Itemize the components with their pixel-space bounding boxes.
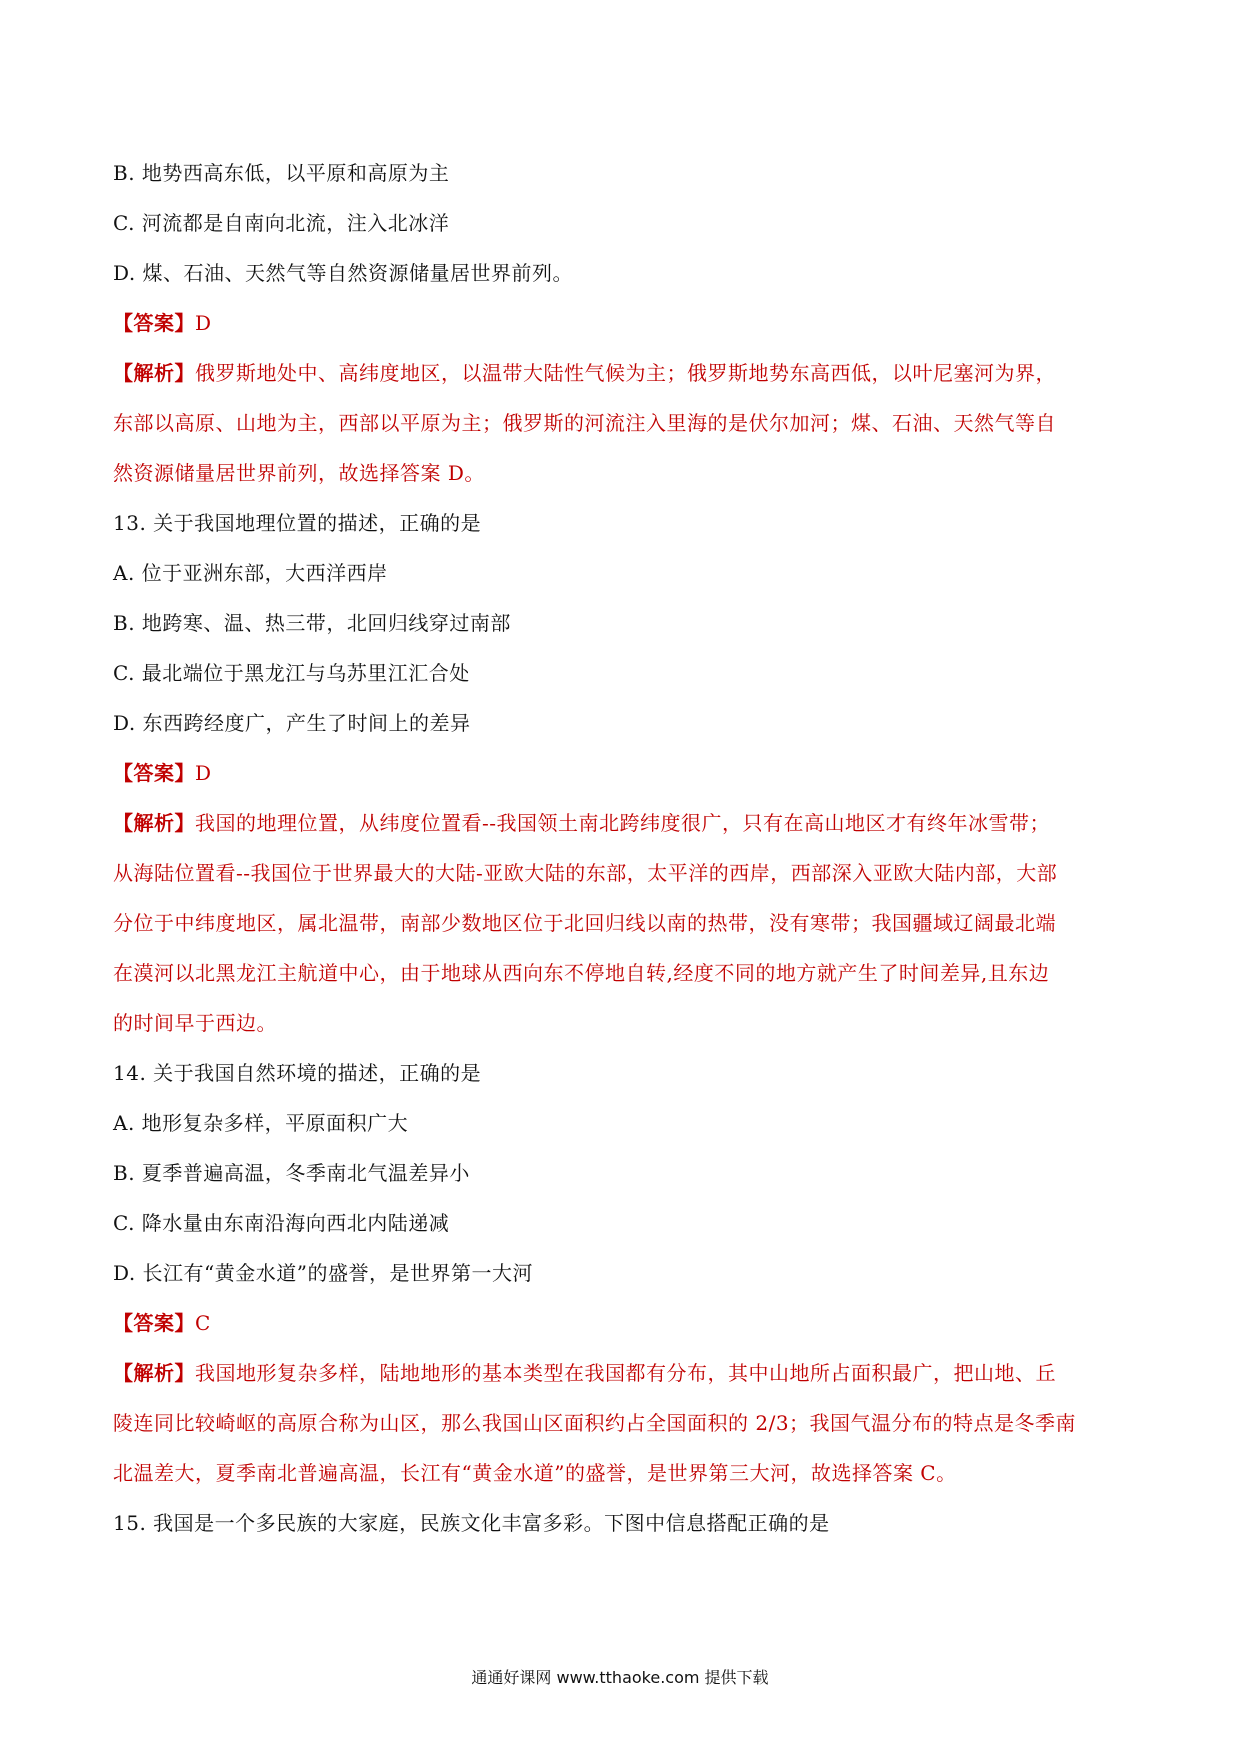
q12-option-c: C. 河流都是自南向北流，注入北冰洋 [113, 211, 450, 235]
q14-option-b: B. 夏季普遍高温，冬季南北气温差异小 [113, 1161, 470, 1185]
q13-analysis-line-5: 的时间早于西边。 [113, 1011, 277, 1035]
q12-option-b: B. 地势西高东低，以平原和高原为主 [113, 161, 450, 185]
q12-option-d: D. 煤、石油、天然气等自然资源储量居世界前列。 [113, 261, 574, 285]
answer-value: C [195, 1311, 211, 1335]
q12-analysis-line-3: 然资源储量居世界前列，故选择答案 D。 [113, 461, 485, 485]
answer-label: 【答案】 [113, 311, 195, 335]
q13-option-a: A. 位于亚洲东部，大西洋西岸 [113, 561, 388, 585]
q14-question: 14. 关于我国自然环境的描述，正确的是 [113, 1061, 482, 1085]
q14-option-a: A. 地形复杂多样，平原面积广大 [113, 1111, 409, 1135]
q13-option-b: B. 地跨寒、温、热三带，北回归线穿过南部 [113, 611, 511, 635]
q13-option-d: D. 东西跨经度广，产生了时间上的差异 [113, 711, 471, 735]
analysis-label: 【解析】 [113, 1361, 195, 1385]
q12-analysis-line-1 [113, 360, 1143, 386]
q13-analysis-line-1 [113, 810, 1143, 836]
q15-question: 15. 我国是一个多民族的大家庭，民族文化丰富多彩。下图中信息搭配正确的是 [113, 1511, 830, 1535]
q12-analysis-line-2: 东部以高原、山地为主，西部以平原为主；俄罗斯的河流注入里海的是伏尔加河；煤、石油、天然气等自 [113, 411, 1056, 435]
q12-answer [113, 310, 1143, 336]
q14-analysis-line-3: 北温差大，夏季南北普遍高温，长江有“黄金水道”的盛誉，是世界第三大河，故选择答案 C。 [113, 1461, 957, 1485]
q13-analysis-line-3: 分位于中纬度地区，属北温带，南部少数地区位于北回归线以南的热带，没有寒带；我国疆域辽阔最北端 [113, 911, 1056, 935]
analysis-label: 【解析】 [113, 811, 195, 835]
q14-option-d: D. 长江有“黄金水道”的盛誉，是世界第一大河 [113, 1261, 533, 1285]
answer-value: D [195, 761, 212, 785]
q13-analysis-line-2: 从海陆位置看--我国位于世界最大的大陆-亚欧大陆的东部，太平洋的西岸，西部深入亚欧大陆内部，大部 [113, 861, 1058, 885]
q14-answer [113, 1310, 1143, 1336]
q14-analysis-line-1 [113, 1360, 1143, 1386]
q14-analysis-line-2: 陵连同比较崎岖的高原合称为山区，那么我国山区面积约占全国面积的 2/3；我国气温分布的特点是冬季南 [113, 1411, 1077, 1435]
analysis-label: 【解析】 [113, 361, 195, 385]
q14-option-c: C. 降水量由东南沿海向西北内陆递减 [113, 1211, 450, 1235]
analysis-text: 我国的地理位置，从纬度位置看--我国领土南北跨纬度很广，只有在高山地区才有终年冰雪带； [195, 811, 1051, 835]
answer-label: 【答案】 [113, 1311, 195, 1335]
answer-value: D [195, 311, 212, 335]
answer-label: 【答案】 [113, 761, 195, 785]
q13-option-c: C. 最北端位于黑龙江与乌苏里江汇合处 [113, 661, 470, 685]
q13-question: 13. 关于我国地理位置的描述，正确的是 [113, 511, 482, 535]
q13-analysis-line-4: 在漠河以北黑龙江主航道中心，由于地球从西向东不停地自转,经度不同的地方就产生了时间差异,且东边 [113, 961, 1050, 985]
analysis-text: 我国地形复杂多样，陆地地形的基本类型在我国都有分布，其中山地所占面积最广，把山地、丘 [195, 1361, 1056, 1385]
analysis-text: 俄罗斯地处中、高纬度地区，以温带大陆性气候为主；俄罗斯地势东高西低，以叶尼塞河为界， [195, 361, 1056, 385]
page-footer: 通通好课网 www.tthaoke.com 提供下载 [471, 1668, 769, 1687]
q13-answer [113, 760, 1143, 786]
